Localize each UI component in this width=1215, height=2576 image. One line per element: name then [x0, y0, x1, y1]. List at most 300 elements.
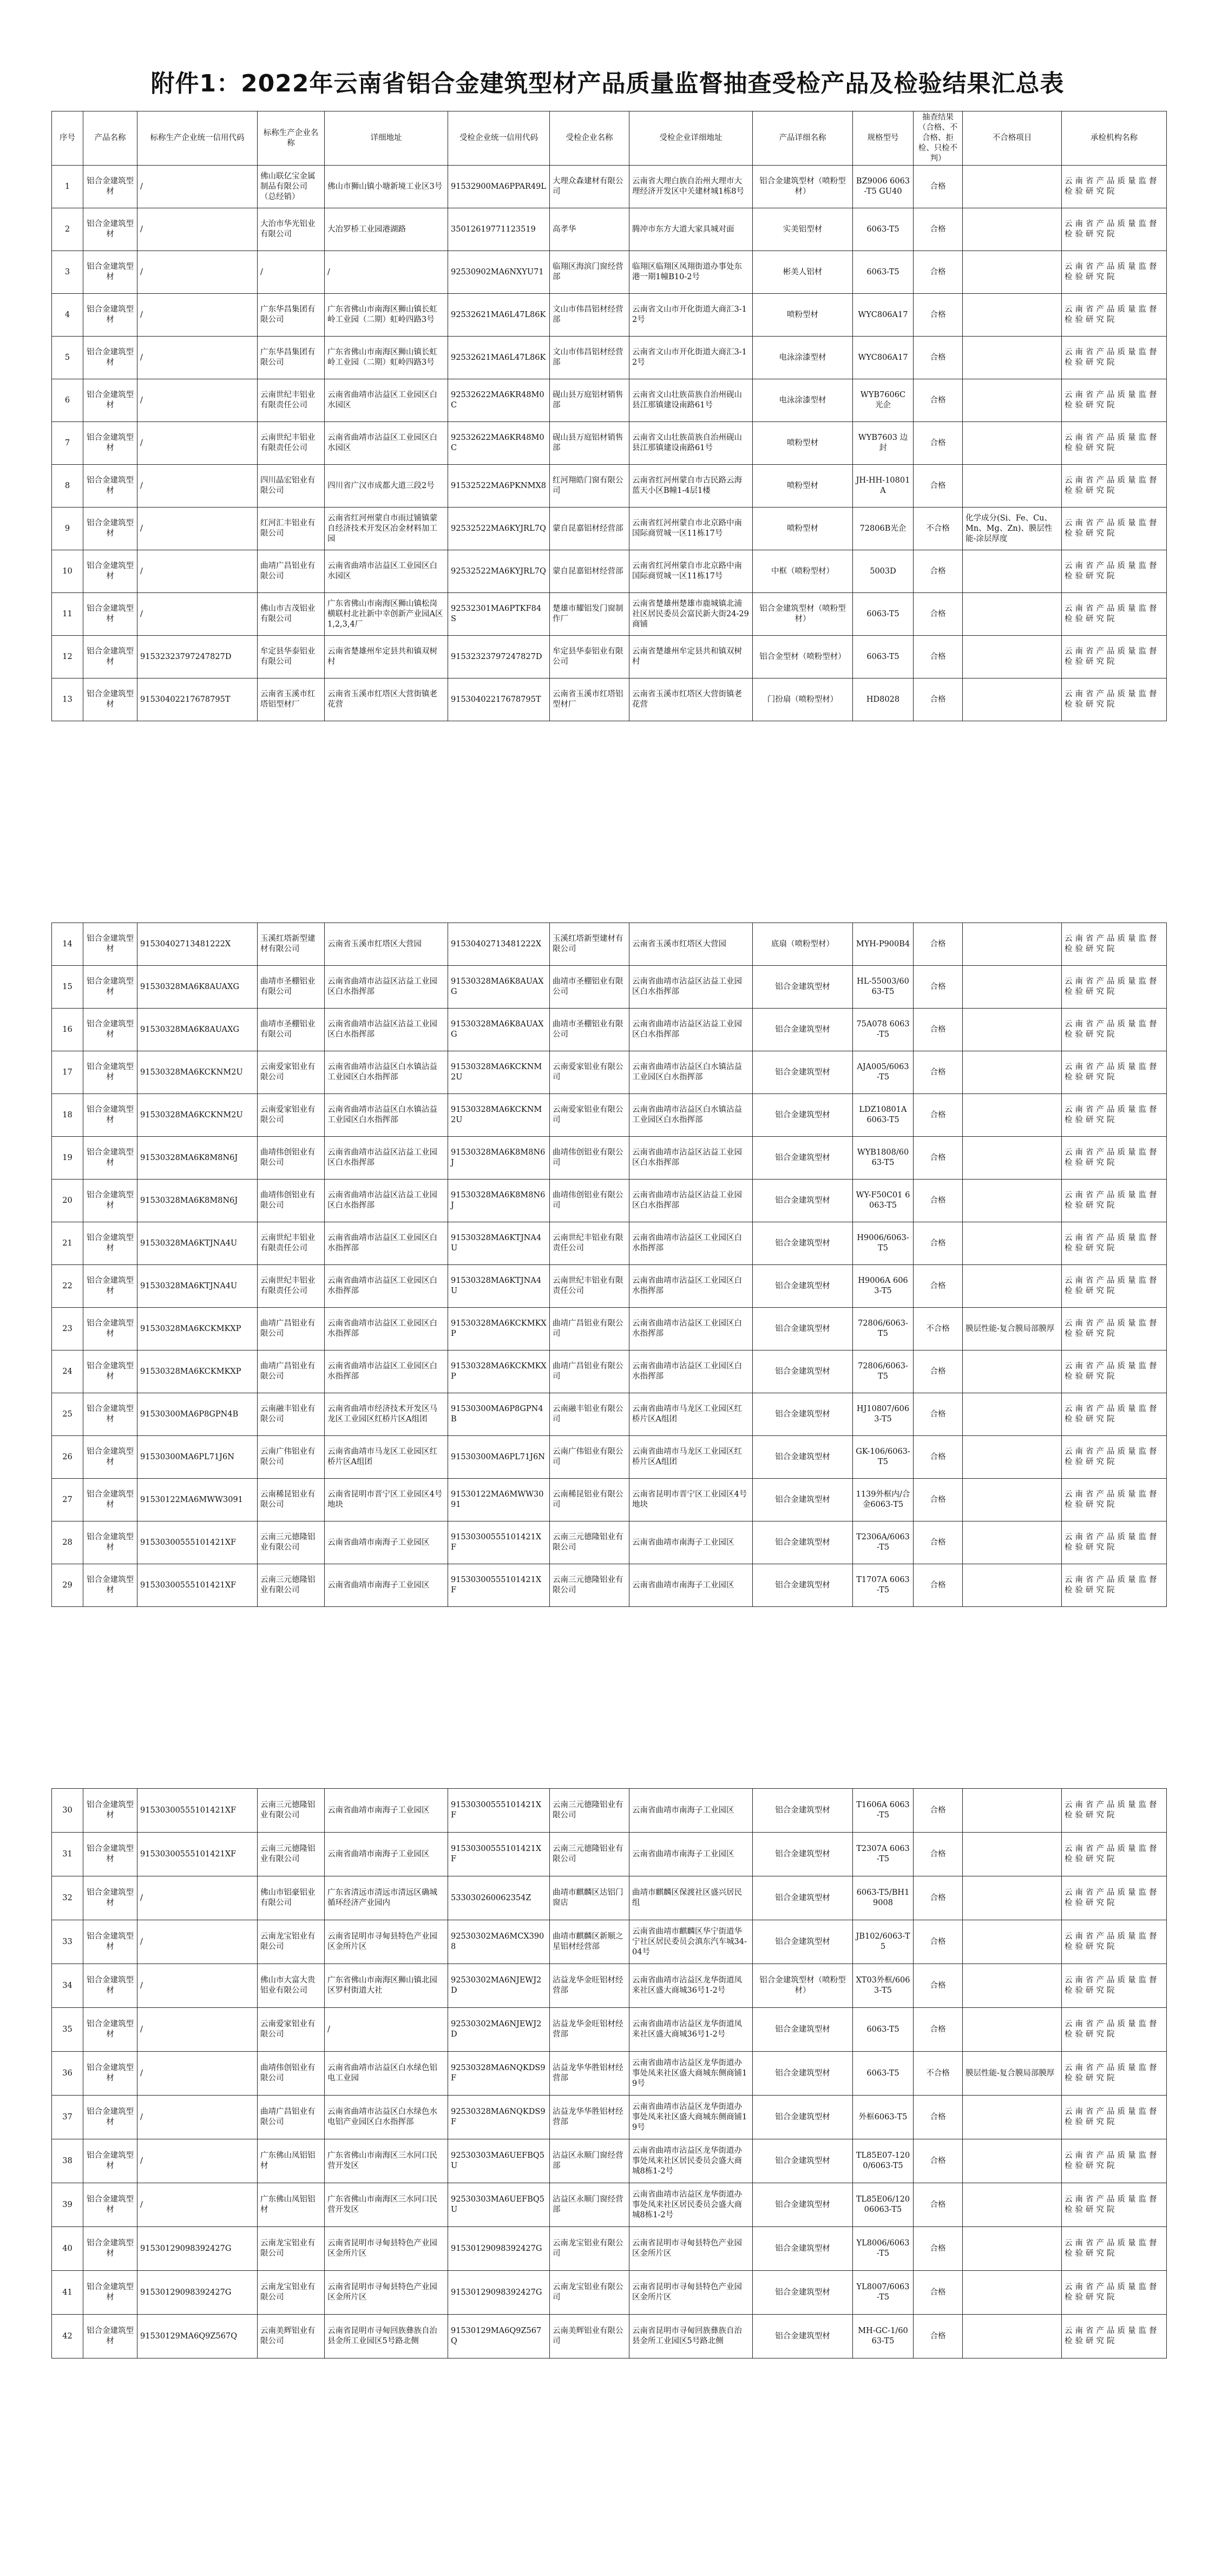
- product-detail-name-cell: 铝合金建筑型材: [753, 1436, 853, 1479]
- inspection-result-cell: 不合格: [914, 2052, 963, 2096]
- product-detail-name-cell: 铝合金建筑型材: [753, 1833, 853, 1876]
- product-detail-name-cell: 铝合金建筑型材: [753, 1521, 853, 1564]
- inspected-company-address-cell: 云南省大理白族自治州大理市大理经济开发区中关建材城1栋8号: [629, 166, 753, 208]
- product-name-cell: 铝合金建筑型材: [83, 2227, 137, 2271]
- table-row: [52, 2096, 1167, 2139]
- inspected-credit-code-cell: 91530122MA6MWW3091: [448, 1479, 550, 1521]
- failed-items-cell: [963, 1436, 1062, 1479]
- inspected-credit-code-cell: 92532301MA6PTKF84S: [448, 593, 550, 636]
- product-name-cell: 铝合金建筑型材: [83, 593, 137, 636]
- testing-institution-cell: 云南省产品质量监督检验研究院: [1062, 678, 1167, 721]
- inspected-credit-code-cell: 91530328MA6KCKMKXP: [448, 1350, 550, 1393]
- table-row: [52, 1789, 1167, 1833]
- spec-model-cell: YL8006/6063-T5: [853, 2227, 914, 2271]
- spec-model-cell: MYH-P900B4: [853, 923, 914, 966]
- manufacturer-address-cell: 云南省曲靖市沾益区白水镇沾益工业园区白水指挥部: [325, 1051, 448, 1094]
- product-name-cell: 铝合金建筑型材: [83, 1180, 137, 1222]
- nominal-credit-code-cell: /: [137, 379, 258, 422]
- testing-institution-cell: 云南省产品质量监督检验研究院: [1062, 1009, 1167, 1051]
- inspected-company-address-cell: 曲靖市麒麟区保渡社区盛兴居民组: [629, 1876, 753, 1920]
- nominal-manufacturer-cell: 云南爱家铝业有限公司: [258, 2008, 325, 2052]
- product-name-cell: 铝合金建筑型材: [83, 2052, 137, 2096]
- inspected-company-address-cell: 云南省曲靖市沾益区沾益工业园区白水指挥部: [629, 1137, 753, 1180]
- row-number-cell: 12: [52, 636, 83, 678]
- testing-institution-cell: 云南省产品质量监督检验研究院: [1062, 1051, 1167, 1094]
- inspection-result-cell: 合格: [914, 208, 963, 251]
- row-number-cell: 24: [52, 1350, 83, 1393]
- inspected-company-address-cell: 云南省曲靖市南海子工业园区: [629, 1564, 753, 1607]
- inspected-company-cell: 大理众森建材有限公司: [550, 166, 629, 208]
- inspected-credit-code-cell: 91530328MA6K8AUAXG: [448, 966, 550, 1009]
- failed-items-cell: [963, 593, 1062, 636]
- spec-model-cell: JB102/6063-T5: [853, 1920, 914, 1964]
- inspected-company-address-cell: 云南省曲靖市沾益区沾益工业园区白水指挥部: [629, 1180, 753, 1222]
- nominal-credit-code-cell: /: [137, 337, 258, 379]
- product-detail-name-cell: 铝合金建筑型材: [753, 1479, 853, 1521]
- nominal-credit-code-cell: /: [137, 550, 258, 593]
- failed-items-cell: [963, 294, 1062, 337]
- manufacturer-address-cell: 云南省曲靖市马龙区工业园区红桥片区A组团: [325, 1436, 448, 1479]
- inspected-credit-code-cell: 91532522MA6PKNMX8: [448, 465, 550, 508]
- row-number-cell: 23: [52, 1308, 83, 1350]
- inspected-company-address-cell: 云南省楚雄州牟定县共和镇双树村: [629, 636, 753, 678]
- inspected-company-cell: 砚山县万庭铝材销售部: [550, 379, 629, 422]
- failed-items-cell: [963, 1051, 1062, 1094]
- inspected-company-cell: 云南稀昆铝业有限公司: [550, 1479, 629, 1521]
- inspected-credit-code-cell: 35012619771123519: [448, 208, 550, 251]
- inspected-company-cell: 玉溪红塔新型建材有限公司: [550, 923, 629, 966]
- inspected-company-cell: 沾益区永顺门窗经营部: [550, 2183, 629, 2227]
- product-name-cell: 铝合金建筑型材: [83, 422, 137, 465]
- spec-model-cell: 外框6063-T5: [853, 2096, 914, 2139]
- spec-model-cell: T2306A/6063-T5: [853, 1521, 914, 1564]
- testing-institution-cell: 云南省产品质量监督检验研究院: [1062, 636, 1167, 678]
- nominal-credit-code-cell: /: [137, 422, 258, 465]
- nominal-manufacturer-cell: 曲靖伟创铝业有限公司: [258, 1180, 325, 1222]
- nominal-credit-code-cell: 91530402217678795T: [137, 678, 258, 721]
- product-name-cell: 铝合金建筑型材: [83, 2008, 137, 2052]
- row-number-cell: 35: [52, 2008, 83, 2052]
- testing-institution-cell: 云南省产品质量监督检验研究院: [1062, 2315, 1167, 2358]
- spec-model-cell: H9006A 6063-T5: [853, 1265, 914, 1308]
- testing-institution-cell: 云南省产品质量监督检验研究院: [1062, 1393, 1167, 1436]
- product-detail-name-cell: 铝合金建筑型材: [753, 1308, 853, 1350]
- failed-items-cell: [963, 2008, 1062, 2052]
- nominal-credit-code-cell: 91530300555101421XF: [137, 1564, 258, 1607]
- product-name-cell: 铝合金建筑型材: [83, 1920, 137, 1964]
- inspected-company-cell: 文山市伟昌铝材经营部: [550, 294, 629, 337]
- nominal-credit-code-cell: /: [137, 2052, 258, 2096]
- inspected-company-address-cell: 云南省曲靖市沾益区工业园区白水指挥部: [629, 1265, 753, 1308]
- product-detail-name-cell: 铝合金建筑型材: [753, 966, 853, 1009]
- row-number-cell: 39: [52, 2183, 83, 2227]
- failed-items-cell: [963, 379, 1062, 422]
- product-detail-name-cell: 铝合金建筑型材: [753, 2139, 853, 2183]
- inspected-company-cell: 曲靖市麒麟区新顺之星铝材经营部: [550, 1920, 629, 1964]
- spec-model-cell: H9006/6063-T5: [853, 1222, 914, 1265]
- table-row: [52, 1308, 1167, 1350]
- manufacturer-address-cell: 云南省曲靖市沾益区工业园区白水园区: [325, 550, 448, 593]
- row-number-cell: 34: [52, 1964, 83, 2008]
- table-row: [52, 678, 1167, 721]
- inspected-company-address-cell: 云南省文山壮族苗族自治州砚山县江那镇建设南路61号: [629, 379, 753, 422]
- spec-model-cell: AJA005/6063-T5: [853, 1051, 914, 1094]
- failed-items-cell: [963, 1521, 1062, 1564]
- nominal-manufacturer-cell: 云南三元德隆铝业有限公司: [258, 1833, 325, 1876]
- inspection-result-cell: 合格: [914, 294, 963, 337]
- inspection-result-cell: 合格: [914, 1833, 963, 1876]
- inspection-result-cell: 合格: [914, 337, 963, 379]
- inspected-company-cell: 云南三元德隆铝业有限公司: [550, 1564, 629, 1607]
- spec-model-cell: 6063-T5: [853, 593, 914, 636]
- manufacturer-address-cell: 云南省曲靖市沾益区沾益工业园区白水指挥部: [325, 1009, 448, 1051]
- failed-items-cell: [963, 1350, 1062, 1393]
- failed-items-cell: [963, 966, 1062, 1009]
- table-row: [52, 294, 1167, 337]
- inspection-result-cell: 合格: [914, 1051, 963, 1094]
- table-row: [52, 1964, 1167, 2008]
- inspected-company-address-cell: 云南省曲靖市沾益区沾益工业园区白水指挥部: [629, 1009, 753, 1051]
- inspected-company-address-cell: 临翔区临翔区凤翔街道办事处东港一期1幢B10-2号: [629, 251, 753, 294]
- nominal-manufacturer-cell: 云南世纪丰铝业有限责任公司: [258, 379, 325, 422]
- nominal-manufacturer-cell: 云南龙宝铝业有限公司: [258, 2271, 325, 2315]
- product-name-cell: 铝合金建筑型材: [83, 1789, 137, 1833]
- inspected-credit-code-cell: 91530300555101421XF: [448, 1521, 550, 1564]
- inspection-result-cell: 合格: [914, 923, 963, 966]
- nominal-credit-code-cell: /: [137, 2139, 258, 2183]
- nominal-credit-code-cell: 91530328MA6KCKNM2U: [137, 1051, 258, 1094]
- failed-items-cell: [963, 550, 1062, 593]
- nominal-manufacturer-cell: 云南稀昆铝业有限公司: [258, 1479, 325, 1521]
- inspected-credit-code-cell: 92532522MA6KYJRL7Q: [448, 550, 550, 593]
- col-header: 受检企业统一信用代码: [448, 111, 550, 166]
- inspected-credit-code-cell: 92532621MA6L47L86K: [448, 294, 550, 337]
- inspected-company-cell: 沾益区永顺门窗经营部: [550, 2139, 629, 2183]
- table-row: [52, 1920, 1167, 1964]
- row-number-cell: 38: [52, 2139, 83, 2183]
- inspected-credit-code-cell: 91530328MA6KTJNA4U: [448, 1222, 550, 1265]
- inspection-result-cell: 合格: [914, 1094, 963, 1137]
- product-name-cell: 铝合金建筑型材: [83, 2315, 137, 2358]
- nominal-manufacturer-cell: /: [258, 251, 325, 294]
- inspection-result-cell: 合格: [914, 593, 963, 636]
- inspected-company-address-cell: 云南省曲靖市马龙区工业园区红桥片区A组团: [629, 1393, 753, 1436]
- row-number-cell: 10: [52, 550, 83, 593]
- inspected-company-cell: 云南世纪丰铝业有限责任公司: [550, 1222, 629, 1265]
- failed-items-cell: [963, 422, 1062, 465]
- testing-institution-cell: 云南省产品质量监督检验研究院: [1062, 593, 1167, 636]
- nominal-manufacturer-cell: 云南爱家铝业有限公司: [258, 1094, 325, 1137]
- spec-model-cell: 75A078 6063-T5: [853, 1009, 914, 1051]
- inspection-result-cell: 合格: [914, 1137, 963, 1180]
- product-name-cell: 铝合金建筑型材: [83, 678, 137, 721]
- inspected-company-address-cell: 云南省曲靖市沾益区白水镇沾益工业园区白水指挥部: [629, 1094, 753, 1137]
- row-number-cell: 20: [52, 1180, 83, 1222]
- failed-items-cell: [963, 678, 1062, 721]
- inspected-company-cell: 曲靖广昌铝业有限公司: [550, 1350, 629, 1393]
- row-number-cell: 32: [52, 1876, 83, 1920]
- product-detail-name-cell: 门扮扇（喷粉型材）: [753, 678, 853, 721]
- failed-items-cell: [963, 2271, 1062, 2315]
- testing-institution-cell: 云南省产品质量监督检验研究院: [1062, 1876, 1167, 1920]
- nominal-manufacturer-cell: 玉溪红塔新型建材有限公司: [258, 923, 325, 966]
- product-name-cell: 铝合金建筑型材: [83, 379, 137, 422]
- product-name-cell: 铝合金建筑型材: [83, 465, 137, 508]
- inspected-company-cell: 文山市伟昌铝材经营部: [550, 337, 629, 379]
- inspected-credit-code-cell: 91530328MA6KTJNA4U: [448, 1265, 550, 1308]
- col-header: 详细地址: [325, 111, 448, 166]
- inspection-result-cell: 合格: [914, 1564, 963, 1607]
- product-detail-name-cell: 底扇（喷粉型材）: [753, 923, 853, 966]
- manufacturer-address-cell: 云南省曲靖市沾益区沾益工业园区白水指挥部: [325, 1180, 448, 1222]
- product-name-cell: 铝合金建筑型材: [83, 1393, 137, 1436]
- table-row: [52, 1094, 1167, 1137]
- results-table-part-3: [51, 1788, 1167, 2358]
- inspection-result-cell: 合格: [914, 1350, 963, 1393]
- nominal-credit-code-cell: 91530328MA6KTJNA4U: [137, 1222, 258, 1265]
- failed-items-cell: [963, 2096, 1062, 2139]
- failed-items-cell: 膜层性能-复合膜局部膜厚: [963, 1308, 1062, 1350]
- inspected-company-address-cell: 云南省昆明市晋宁区工业园区4号地块: [629, 1479, 753, 1521]
- inspected-company-address-cell: 云南省曲靖市沾益区龙华街道办事处凤来社区盛大商城东侧商铺19号: [629, 2052, 753, 2096]
- nominal-manufacturer-cell: 广东佛山凤铝铝材: [258, 2139, 325, 2183]
- inspected-company-cell: 云南龙宝铝业有限公司: [550, 2271, 629, 2315]
- testing-institution-cell: 云南省产品质量监督检验研究院: [1062, 337, 1167, 379]
- spec-model-cell: 6063-T5: [853, 2008, 914, 2052]
- manufacturer-address-cell: 云南省曲靖市沾益区工业园区白水指挥部: [325, 1350, 448, 1393]
- product-name-cell: 铝合金建筑型材: [83, 2271, 137, 2315]
- nominal-manufacturer-cell: 云南三元德隆铝业有限公司: [258, 1789, 325, 1833]
- inspected-credit-code-cell: 92530303MA6UEFBQ5U: [448, 2139, 550, 2183]
- inspected-credit-code-cell: 91530129098392427G: [448, 2271, 550, 2315]
- nominal-manufacturer-cell: 大治市华光铝业有限公司: [258, 208, 325, 251]
- inspected-credit-code-cell: 91530300555101421XF: [448, 1789, 550, 1833]
- manufacturer-address-cell: 云南省昆明市寻甸县特色产业园区金所片区: [325, 2227, 448, 2271]
- inspected-credit-code-cell: 91530300MA6P8GPN4B: [448, 1393, 550, 1436]
- nominal-manufacturer-cell: 佛山联亿宝金属制品有限公司（总经销）: [258, 166, 325, 208]
- row-number-cell: 42: [52, 2315, 83, 2358]
- manufacturer-address-cell: 广东省佛山市南海区狮山镇长虹岭工业园（二期）虹岭四路3号: [325, 337, 448, 379]
- inspected-credit-code-cell: 533030260062354Z: [448, 1876, 550, 1920]
- nominal-credit-code-cell: /: [137, 465, 258, 508]
- row-number-cell: 36: [52, 2052, 83, 2096]
- inspection-result-cell: 合格: [914, 1009, 963, 1051]
- product-detail-name-cell: 铝合金建筑型材: [753, 2227, 853, 2271]
- product-detail-name-cell: 中框（喷粉型材）: [753, 550, 853, 593]
- row-number-cell: 4: [52, 294, 83, 337]
- row-number-cell: 22: [52, 1265, 83, 1308]
- inspected-company-cell: 云南爱家铝业有限公司: [550, 1094, 629, 1137]
- inspected-company-cell: 云南世纪丰铝业有限责任公司: [550, 1265, 629, 1308]
- product-detail-name-cell: 铝合金建筑型材: [753, 2183, 853, 2227]
- nominal-credit-code-cell: 91530300MA6P8GPN4B: [137, 1393, 258, 1436]
- inspected-company-address-cell: 云南省曲靖市沾益区白水镇沾益工业园区白水指挥部: [629, 1051, 753, 1094]
- manufacturer-address-cell: 广东省佛山市南海区狮山镇松岗横联村北社新中幸创新产业园A区1,2,3,4厂: [325, 593, 448, 636]
- inspected-credit-code-cell: 91530328MA6K8M8N6J: [448, 1137, 550, 1180]
- nominal-credit-code-cell: /: [137, 1964, 258, 2008]
- spec-model-cell: GK-106/6063-T5: [853, 1436, 914, 1479]
- product-name-cell: 铝合金建筑型材: [83, 1051, 137, 1094]
- inspected-company-address-cell: 云南省曲靖市麒麟区华宁街道华宁社区居民委员会滇东汽车城34-04号: [629, 1920, 753, 1964]
- nominal-credit-code-cell: /: [137, 2008, 258, 2052]
- spec-model-cell: BZ9006 6063-T5 GU40: [853, 166, 914, 208]
- nominal-manufacturer-cell: 云南龙宝铝业有限公司: [258, 1920, 325, 1964]
- nominal-credit-code-cell: /: [137, 508, 258, 550]
- testing-institution-cell: 云南省产品质量监督检验研究院: [1062, 2139, 1167, 2183]
- spec-model-cell: TL85E07-1200/6063-T5: [853, 2139, 914, 2183]
- col-header: 受检企业详细地址: [629, 111, 753, 166]
- manufacturer-address-cell: 云南省昆明市晋宁区工业园区4号地块: [325, 1479, 448, 1521]
- table-row: [52, 1222, 1167, 1265]
- row-number-cell: 41: [52, 2271, 83, 2315]
- row-number-cell: 25: [52, 1393, 83, 1436]
- inspected-company-cell: 云南美辉铝业有限公司: [550, 2315, 629, 2358]
- nominal-manufacturer-cell: 佛山市大富大贵铝业有限公司: [258, 1964, 325, 2008]
- nominal-credit-code-cell: 91530328MA6KCKNM2U: [137, 1094, 258, 1137]
- row-number-cell: 29: [52, 1564, 83, 1607]
- product-detail-name-cell: 铝合金建筑型材: [753, 2008, 853, 2052]
- table-row: [52, 1833, 1167, 1876]
- nominal-manufacturer-cell: 广东华昌集团有限公司: [258, 337, 325, 379]
- row-number-cell: 30: [52, 1789, 83, 1833]
- failed-items-cell: [963, 1833, 1062, 1876]
- failed-items-cell: [963, 1094, 1062, 1137]
- testing-institution-cell: 云南省产品质量监督检验研究院: [1062, 1350, 1167, 1393]
- inspection-result-cell: 合格: [914, 2183, 963, 2227]
- table-row: [52, 422, 1167, 465]
- inspected-credit-code-cell: 91530328MA6K8M8N6J: [448, 1180, 550, 1222]
- inspected-credit-code-cell: 92532622MA6KR48M0C: [448, 422, 550, 465]
- spec-model-cell: LDZ10801A 6063-T5: [853, 1094, 914, 1137]
- inspected-company-cell: 沾益龙华华胜铝材经营部: [550, 2052, 629, 2096]
- product-name-cell: 铝合金建筑型材: [83, 2096, 137, 2139]
- testing-institution-cell: 云南省产品质量监督检验研究院: [1062, 923, 1167, 966]
- table-row: [52, 1009, 1167, 1051]
- nominal-manufacturer-cell: 广东华昌集团有限公司: [258, 294, 325, 337]
- col-header: 不合格项目: [963, 111, 1062, 166]
- product-detail-name-cell: 铝合金建筑型材: [753, 1564, 853, 1607]
- inspected-company-address-cell: 云南省文山市开化街道大商汇3-12号: [629, 337, 753, 379]
- product-detail-name-cell: 铝合金建筑型材: [753, 1350, 853, 1393]
- product-detail-name-cell: 铝合金建筑型材: [753, 1180, 853, 1222]
- manufacturer-address-cell: 云南省曲靖市南海子工业园区: [325, 1564, 448, 1607]
- spec-model-cell: WYB7603 边封: [853, 422, 914, 465]
- row-number-cell: 5: [52, 337, 83, 379]
- failed-items-cell: [963, 636, 1062, 678]
- product-detail-name-cell: 喷粉型材: [753, 465, 853, 508]
- nominal-credit-code-cell: /: [137, 294, 258, 337]
- inspection-result-cell: 合格: [914, 1964, 963, 2008]
- product-name-cell: 铝合金建筑型材: [83, 294, 137, 337]
- product-name-cell: 铝合金建筑型材: [83, 1833, 137, 1876]
- nominal-manufacturer-cell: 佛山市铝豪铝业有限公司: [258, 1876, 325, 1920]
- manufacturer-address-cell: 广东省佛山市南海区三水同口民营开发区: [325, 2139, 448, 2183]
- table-row: [52, 1479, 1167, 1521]
- testing-institution-cell: 云南省产品质量监督检验研究院: [1062, 1833, 1167, 1876]
- inspected-company-address-cell: 云南省曲靖市南海子工业园区: [629, 1521, 753, 1564]
- failed-items-cell: [963, 1180, 1062, 1222]
- nominal-manufacturer-cell: 红河汇丰铝业有限公司: [258, 508, 325, 550]
- product-name-cell: 铝合金建筑型材: [83, 1265, 137, 1308]
- row-number-cell: 8: [52, 465, 83, 508]
- table-row: [52, 2139, 1167, 2183]
- inspected-credit-code-cell: 92530902MA6NXYU71: [448, 251, 550, 294]
- testing-institution-cell: 云南省产品质量监督检验研究院: [1062, 1265, 1167, 1308]
- failed-items-cell: [963, 251, 1062, 294]
- nominal-manufacturer-cell: 佛山市吉茂铝业有限公司: [258, 593, 325, 636]
- product-detail-name-cell: 铝合金建筑型材: [753, 2271, 853, 2315]
- product-name-cell: 铝合金建筑型材: [83, 1222, 137, 1265]
- testing-institution-cell: 云南省产品质量监督检验研究院: [1062, 966, 1167, 1009]
- testing-institution-cell: 云南省产品质量监督检验研究院: [1062, 379, 1167, 422]
- product-detail-name-cell: 铝合金建筑型材: [753, 1222, 853, 1265]
- inspected-company-cell: 云南广伟铝业有限公司: [550, 1436, 629, 1479]
- inspected-company-address-cell: 云南省曲靖市南海子工业园区: [629, 1833, 753, 1876]
- product-name-cell: 铝合金建筑型材: [83, 923, 137, 966]
- nominal-manufacturer-cell: 云南广伟铝业有限公司: [258, 1436, 325, 1479]
- manufacturer-address-cell: 大冶罗桥工业园港湖路: [325, 208, 448, 251]
- nominal-manufacturer-cell: 曲靖广昌铝业有限公司: [258, 550, 325, 593]
- manufacturer-address-cell: 云南省昆明市寻甸县特色产业园区金所片区: [325, 2271, 448, 2315]
- inspected-credit-code-cell: 92530328MA6NQKDS9F: [448, 2052, 550, 2096]
- testing-institution-cell: 云南省产品质量监督检验研究院: [1062, 508, 1167, 550]
- manufacturer-address-cell: 云南省曲靖市南海子工业园区: [325, 1789, 448, 1833]
- inspection-result-cell: 不合格: [914, 508, 963, 550]
- inspected-credit-code-cell: 92530302MA6NJEWJ2D: [448, 2008, 550, 2052]
- testing-institution-cell: 云南省产品质量监督检验研究院: [1062, 251, 1167, 294]
- inspected-company-address-cell: 云南省文山市开化街道大商汇3-12号: [629, 294, 753, 337]
- nominal-manufacturer-cell: 云南三元德隆铝业有限公司: [258, 1521, 325, 1564]
- manufacturer-address-cell: 云南省楚雄州牟定县共和镇双树村: [325, 636, 448, 678]
- nominal-credit-code-cell: /: [137, 166, 258, 208]
- product-detail-name-cell: 铝合金建筑型材: [753, 1876, 853, 1920]
- spec-model-cell: 72806/6063-T5: [853, 1350, 914, 1393]
- table-row: [52, 2183, 1167, 2227]
- table-row: [52, 1137, 1167, 1180]
- spec-model-cell: JH-HH-10801A: [853, 465, 914, 508]
- testing-institution-cell: 云南省产品质量监督检验研究院: [1062, 1920, 1167, 1964]
- inspected-credit-code-cell: 91530300555101421XF: [448, 1564, 550, 1607]
- row-number-cell: 6: [52, 379, 83, 422]
- table-row: [52, 208, 1167, 251]
- product-detail-name-cell: 铝合金建筑型材: [753, 1137, 853, 1180]
- inspected-credit-code-cell: 91532323797247827D: [448, 636, 550, 678]
- manufacturer-address-cell: 广东省佛山市南海区狮山镇北园区罗村街道大社: [325, 1964, 448, 2008]
- product-name-cell: 铝合金建筑型材: [83, 1009, 137, 1051]
- table-row: [52, 1521, 1167, 1564]
- product-name-cell: 铝合金建筑型材: [83, 166, 137, 208]
- manufacturer-address-cell: /: [325, 251, 448, 294]
- spec-model-cell: T1606A 6063-T5: [853, 1789, 914, 1833]
- nominal-credit-code-cell: 91530328MA6K8AUAXG: [137, 966, 258, 1009]
- product-name-cell: 铝合金建筑型材: [83, 966, 137, 1009]
- inspected-company-cell: 云南龙宝铝业有限公司: [550, 2227, 629, 2271]
- col-header: 产品名称: [83, 111, 137, 166]
- failed-items-cell: [963, 1009, 1062, 1051]
- table-row: [52, 2271, 1167, 2315]
- inspected-company-address-cell: 云南省曲靖市沾益区工业园区白水指挥部: [629, 1350, 753, 1393]
- table-row: [52, 166, 1167, 208]
- inspected-credit-code-cell: 91530129098392427G: [448, 2227, 550, 2271]
- spec-model-cell: HL-55003/6063-T5: [853, 966, 914, 1009]
- col-header: 标称生产企业统一信用代码: [137, 111, 258, 166]
- nominal-credit-code-cell: 91530129098392427G: [137, 2271, 258, 2315]
- failed-items-cell: [963, 1479, 1062, 1521]
- inspected-credit-code-cell: 91530129MA6Q9Z567Q: [448, 2315, 550, 2358]
- product-name-cell: 铝合金建筑型材: [83, 337, 137, 379]
- manufacturer-address-cell: 云南省曲靖市沾益区沾益工业园区白水指挥部: [325, 966, 448, 1009]
- inspected-company-address-cell: 云南省曲靖市沾益区龙华街道办事处凤来社区盛大商城东侧商铺19号: [629, 2096, 753, 2139]
